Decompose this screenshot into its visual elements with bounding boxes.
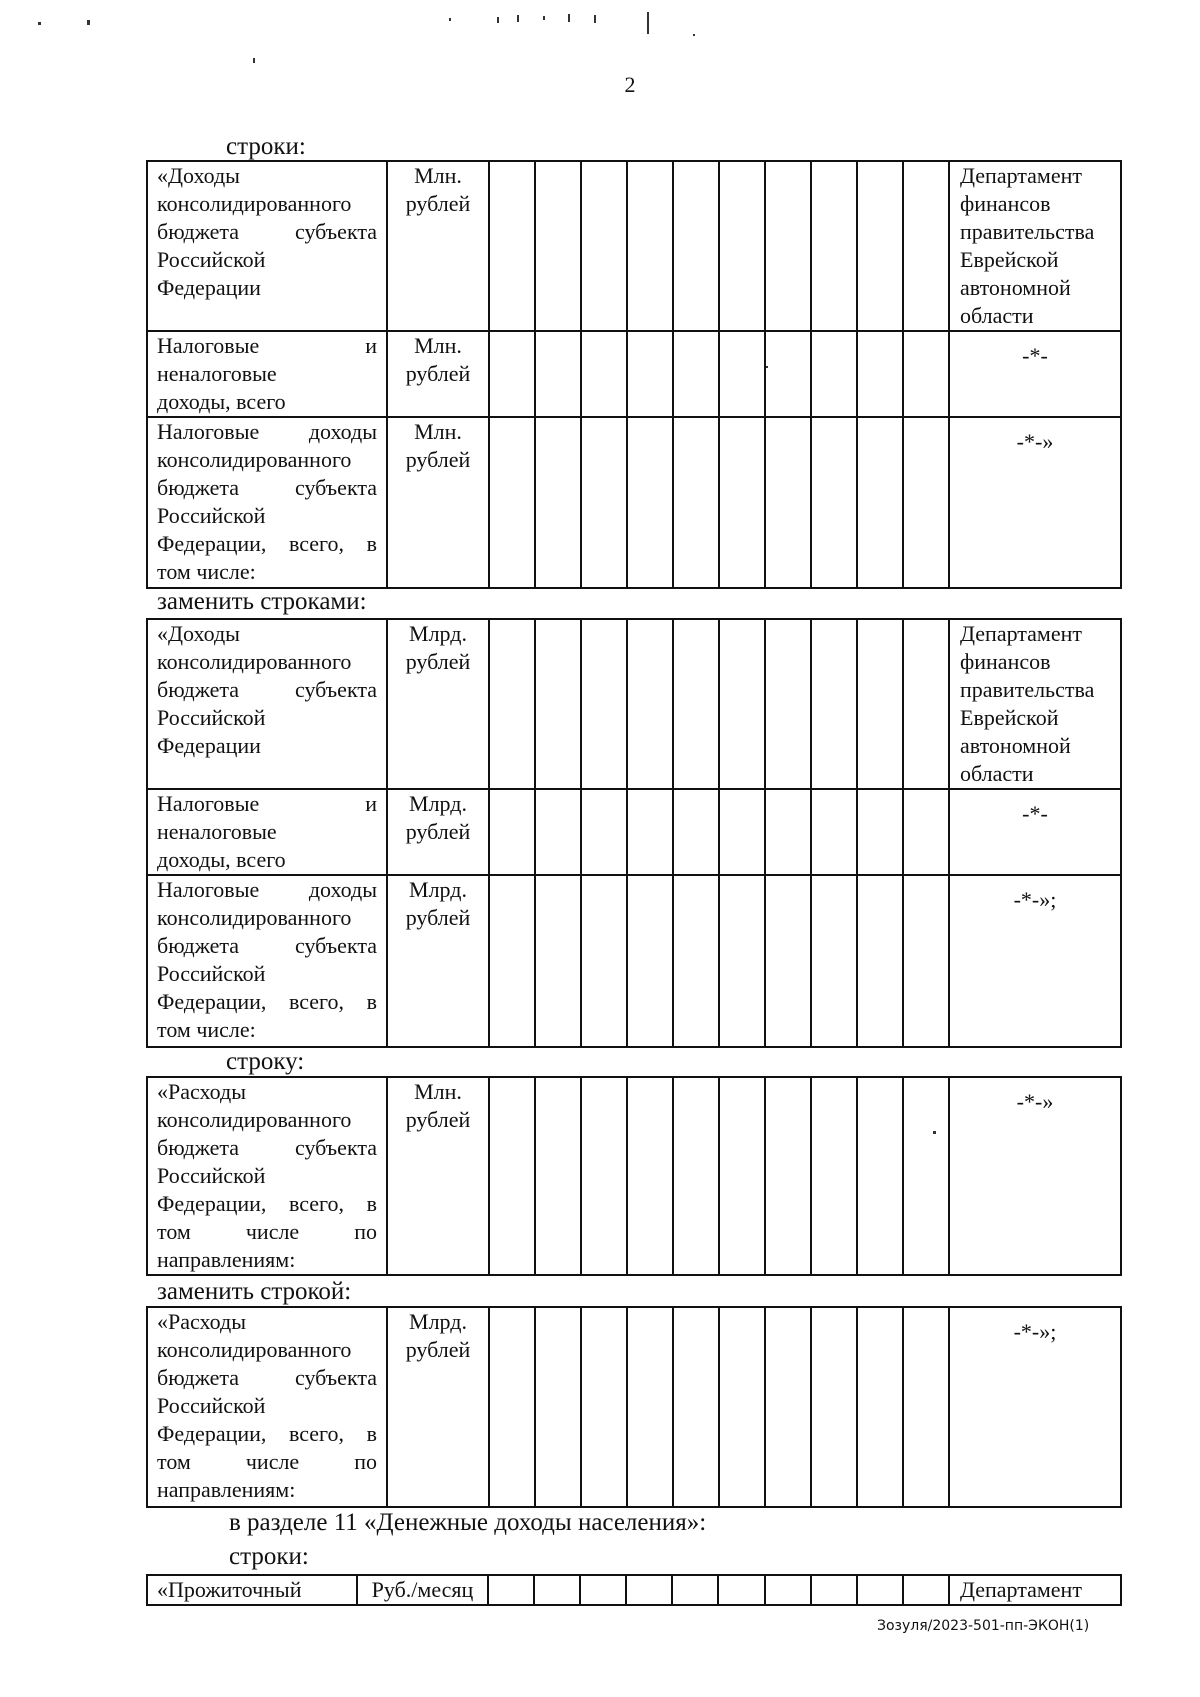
footer-document-code: Зозуля/2023-501-пп-ЭКОН(1) xyxy=(877,1618,1090,1634)
value-cell xyxy=(857,1307,903,1507)
indicator-name-cell: «Прожиточный xyxy=(147,1575,357,1605)
responsible-department-cell: -*- xyxy=(949,331,1121,417)
unit-cell: Млрд. рублей xyxy=(387,789,489,875)
value-cell xyxy=(719,1077,765,1275)
value-cell xyxy=(627,161,673,331)
value-cell xyxy=(626,1575,672,1605)
value-cell xyxy=(627,875,673,1047)
value-cell xyxy=(489,789,535,875)
table-row xyxy=(147,417,1121,588)
value-cell xyxy=(489,1307,535,1507)
value-cell xyxy=(903,1077,949,1275)
value-cell xyxy=(535,331,581,417)
table-rows-original-revenues xyxy=(146,160,1122,589)
value-cell xyxy=(857,161,903,331)
value-cell xyxy=(765,1307,811,1507)
value-cell xyxy=(811,417,857,588)
value-cell xyxy=(535,1307,581,1507)
value-cell xyxy=(857,331,903,417)
table-row xyxy=(147,1077,1121,1275)
value-cell xyxy=(857,789,903,875)
indicator-name-cell: Налоговые и неналоговые доходы, всего xyxy=(147,789,387,875)
value-cell xyxy=(903,789,949,875)
value-cell xyxy=(811,1307,857,1507)
responsible-department-cell: -*- xyxy=(949,789,1121,875)
table-row xyxy=(147,789,1121,875)
value-cell xyxy=(581,1307,627,1507)
value-cell xyxy=(581,161,627,331)
unit-cell: Млн. рублей xyxy=(387,417,489,588)
value-cell xyxy=(811,875,857,1047)
value-cell xyxy=(535,789,581,875)
value-cell xyxy=(489,875,535,1047)
table-rows-replacement-revenues xyxy=(146,618,1122,1048)
value-cell xyxy=(489,331,535,417)
label-replace-rows: заменить строками: xyxy=(157,588,367,615)
indicator-name-cell: «Доходы консолидированного бюджета субъекта Российской Федерации xyxy=(147,161,387,331)
responsible-department-cell: Департамент финансов правительства Еврейской автономной области xyxy=(949,161,1121,331)
table-row xyxy=(147,875,1121,1047)
value-cell xyxy=(627,1077,673,1275)
responsible-department-cell: -*-»; xyxy=(949,1307,1121,1507)
value-cell xyxy=(765,331,811,417)
value-cell xyxy=(673,1307,719,1507)
value-cell xyxy=(627,789,673,875)
value-cell xyxy=(627,619,673,789)
value-cell xyxy=(535,1077,581,1275)
value-cell xyxy=(719,1307,765,1507)
unit-cell: Млрд. рублей xyxy=(387,1307,489,1507)
page-number: 2 xyxy=(624,72,636,97)
unit-cell: Млн. рублей xyxy=(387,331,489,417)
value-cell xyxy=(535,417,581,588)
value-cell xyxy=(489,161,535,331)
value-cell xyxy=(719,875,765,1047)
value-cell xyxy=(627,1307,673,1507)
indicator-name-cell: «Расходы консолидированного бюджета субъекта Российской Федерации, всего, в том числе по направлениям: xyxy=(147,1307,387,1507)
value-cell xyxy=(673,619,719,789)
value-cell xyxy=(765,417,811,588)
value-cell xyxy=(535,875,581,1047)
value-cell xyxy=(811,1575,857,1605)
value-cell xyxy=(765,789,811,875)
value-cell xyxy=(581,331,627,417)
responsible-department-cell: Департамент финансов правительства Еврейской автономной области xyxy=(949,619,1121,789)
value-cell xyxy=(581,417,627,588)
value-cell xyxy=(903,1307,949,1507)
value-cell xyxy=(811,1077,857,1275)
unit-cell: Млн. рублей xyxy=(387,161,489,331)
value-cell xyxy=(489,619,535,789)
value-cell xyxy=(765,875,811,1047)
value-cell xyxy=(719,619,765,789)
value-cell xyxy=(765,619,811,789)
unit-cell: Млрд. рублей xyxy=(387,619,489,789)
value-cell xyxy=(811,161,857,331)
value-cell xyxy=(719,331,765,417)
value-cell xyxy=(857,417,903,588)
value-cell xyxy=(857,1077,903,1275)
value-cell xyxy=(718,1575,764,1605)
value-cell xyxy=(811,619,857,789)
value-cell xyxy=(673,1077,719,1275)
value-cell xyxy=(765,1077,811,1275)
label-row-before: строку: xyxy=(226,1048,305,1075)
value-cell xyxy=(580,1575,626,1605)
value-cell xyxy=(811,331,857,417)
value-cell xyxy=(857,1575,903,1605)
value-cell xyxy=(627,417,673,588)
value-cell xyxy=(719,417,765,588)
value-cell xyxy=(489,417,535,588)
value-cell xyxy=(673,417,719,588)
value-cell xyxy=(488,1575,534,1605)
value-cell xyxy=(857,875,903,1047)
value-cell xyxy=(719,789,765,875)
responsible-department-cell: -*-» xyxy=(949,1077,1121,1275)
table-rows-subsistence-minimum xyxy=(146,1574,1122,1606)
value-cell xyxy=(581,619,627,789)
unit-cell: Млрд. рублей xyxy=(387,875,489,1047)
responsible-department-cell: Департамент xyxy=(949,1575,1121,1605)
table-row xyxy=(147,1575,1121,1605)
value-cell xyxy=(673,331,719,417)
indicator-name-cell: Налоговые доходы консолидированного бюджета субъекта Российской Федерации, всего, в том числе: xyxy=(147,875,387,1047)
value-cell xyxy=(765,161,811,331)
value-cell xyxy=(903,619,949,789)
value-cell xyxy=(903,161,949,331)
label-rows-before: строки: xyxy=(226,133,306,160)
unit-cell: Руб./месяц xyxy=(357,1575,488,1605)
value-cell xyxy=(673,161,719,331)
value-cell xyxy=(673,875,719,1047)
indicator-name-cell: «Расходы консолидированного бюджета субъекта Российской Федерации, всего, в том числе по направлениям: xyxy=(147,1077,387,1275)
value-cell xyxy=(903,417,949,588)
value-cell xyxy=(811,789,857,875)
value-cell xyxy=(903,331,949,417)
value-cell xyxy=(581,1077,627,1275)
value-cell xyxy=(489,1077,535,1275)
value-cell xyxy=(535,619,581,789)
indicator-name-cell: «Доходы консолидированного бюджета субъекта Российской Федерации xyxy=(147,619,387,789)
unit-cell: Млн. рублей xyxy=(387,1077,489,1275)
value-cell xyxy=(627,331,673,417)
value-cell xyxy=(903,875,949,1047)
value-cell xyxy=(672,1575,718,1605)
label-section-11: в разделе 11 «Денежные доходы населения»: xyxy=(229,1509,707,1536)
value-cell xyxy=(534,1575,580,1605)
table-row-original-expenditures xyxy=(146,1076,1122,1276)
label-rows-before-section-11: строки: xyxy=(229,1543,309,1570)
table-row-replacement-expenditures xyxy=(146,1306,1122,1508)
table-row xyxy=(147,619,1121,789)
value-cell xyxy=(581,789,627,875)
value-cell xyxy=(673,789,719,875)
label-replace-row: заменить строкой: xyxy=(157,1278,352,1305)
value-cell xyxy=(903,1575,949,1605)
responsible-department-cell: -*-»; xyxy=(949,875,1121,1047)
table-row xyxy=(147,1307,1121,1507)
responsible-department-cell: -*-» xyxy=(949,417,1121,588)
value-cell xyxy=(857,619,903,789)
table-row xyxy=(147,331,1121,417)
value-cell xyxy=(719,161,765,331)
table-row xyxy=(147,161,1121,331)
value-cell xyxy=(765,1575,811,1605)
value-cell xyxy=(581,875,627,1047)
indicator-name-cell: Налоговые и неналоговые доходы, всего xyxy=(147,331,387,417)
value-cell xyxy=(535,161,581,331)
indicator-name-cell: Налоговые доходы консолидированного бюджета субъекта Российской Федерации, всего, в том числе: xyxy=(147,417,387,588)
